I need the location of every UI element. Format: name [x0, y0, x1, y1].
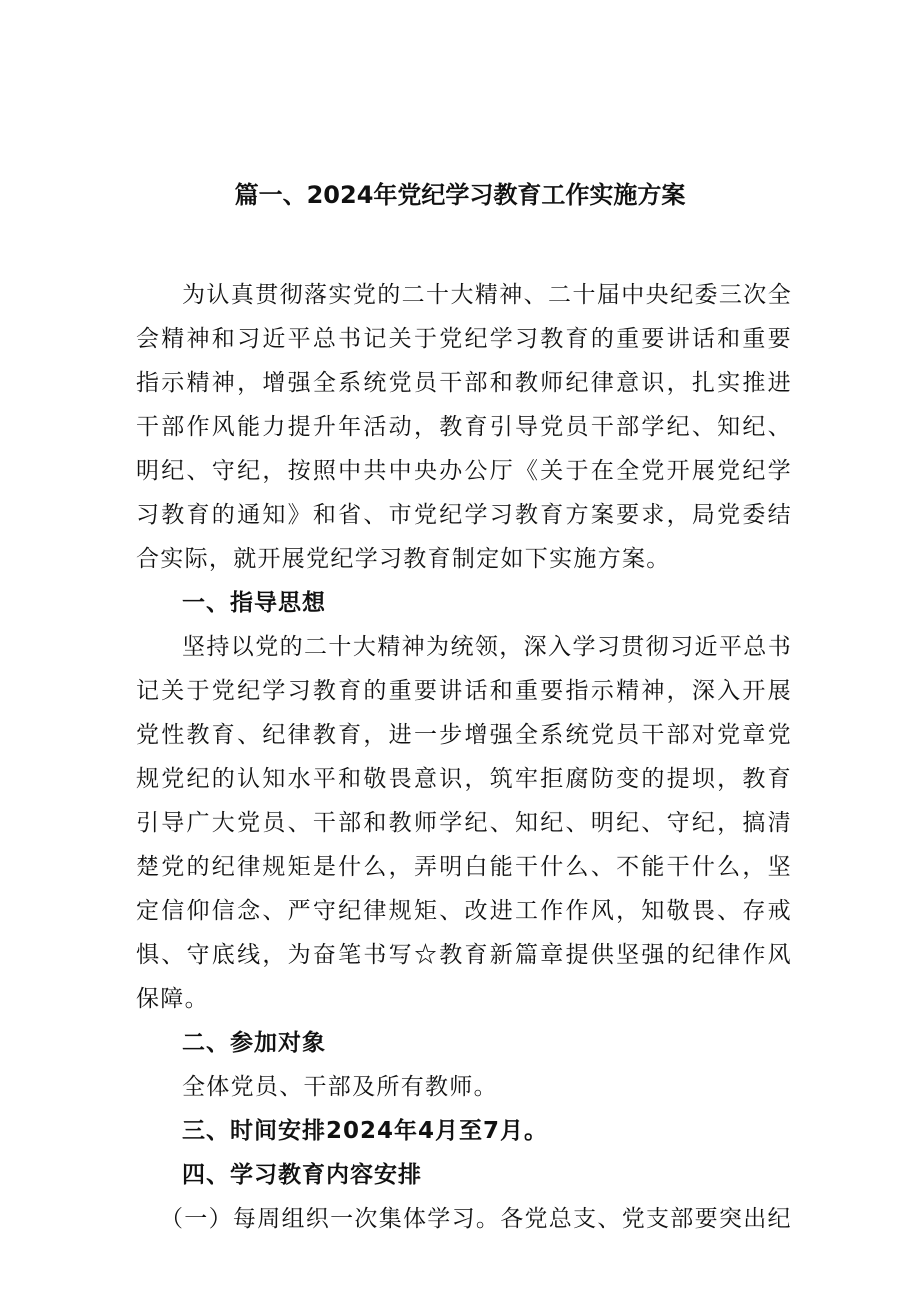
intro-paragraph: 为认真贯彻落实党的二十大精神、二十届中央纪委三次全会精神和习近平总书记关于党纪学习教育的重要讲话和重要指示精神，增强全系统党员干部和教师纪律意识，扎实推进干部作风能力提升年活动，教育引导党员干部学纪、知纪、明纪、守纪，按照中共中央办公厅《关于在全党开展党纪学习教育的通知》和省、市党纪学习教育方案要求，局党委结合实际，就开展党纪学习教育制定如下实施方案。	[136, 282, 792, 572]
section-heading-guiding-thought: 一、指导思想	[182, 590, 326, 616]
section-heading-schedule: 三、时间安排2024年4月至7月。	[182, 1118, 549, 1144]
guiding-thought-paragraph: 坚持以党的二十大精神为统领，深入学习贯彻习近平总书记关于党纪学习教育的重要讲话和重要指示精神，深入开展党性教育、纪律教育，进一步增强全系统党员干部对党章党规党纪的认知水平和敬畏意识，筑牢拒腐防变的提坝，教育引导广大党员、干部和教师学纪、知纪、明纪、守纪，搞清楚党的纪律规矩是什么，弄明白能干什么、不能干什么，坚定信仰信念、严守纪律规矩、改进工作作风，知敬畏、存戒惧、守底线，为奋笔书写☆教育新篇章提供坚强的纪律作风保障。	[136, 634, 792, 1012]
section-heading-content-arrangement: 四、学习教育内容安排	[182, 1162, 422, 1188]
document-title: 篇一、2024年党纪学习教育工作实施方案	[234, 181, 686, 209]
content-arrangement-item-1: （一）每周组织一次集体学习。各党总支、党支部要突出纪	[160, 1206, 792, 1232]
section-heading-participants: 二、参加对象	[182, 1030, 326, 1056]
participants-paragraph: 全体党员、干部及所有教师。	[182, 1074, 498, 1100]
document-body	[136, 273, 792, 1241]
